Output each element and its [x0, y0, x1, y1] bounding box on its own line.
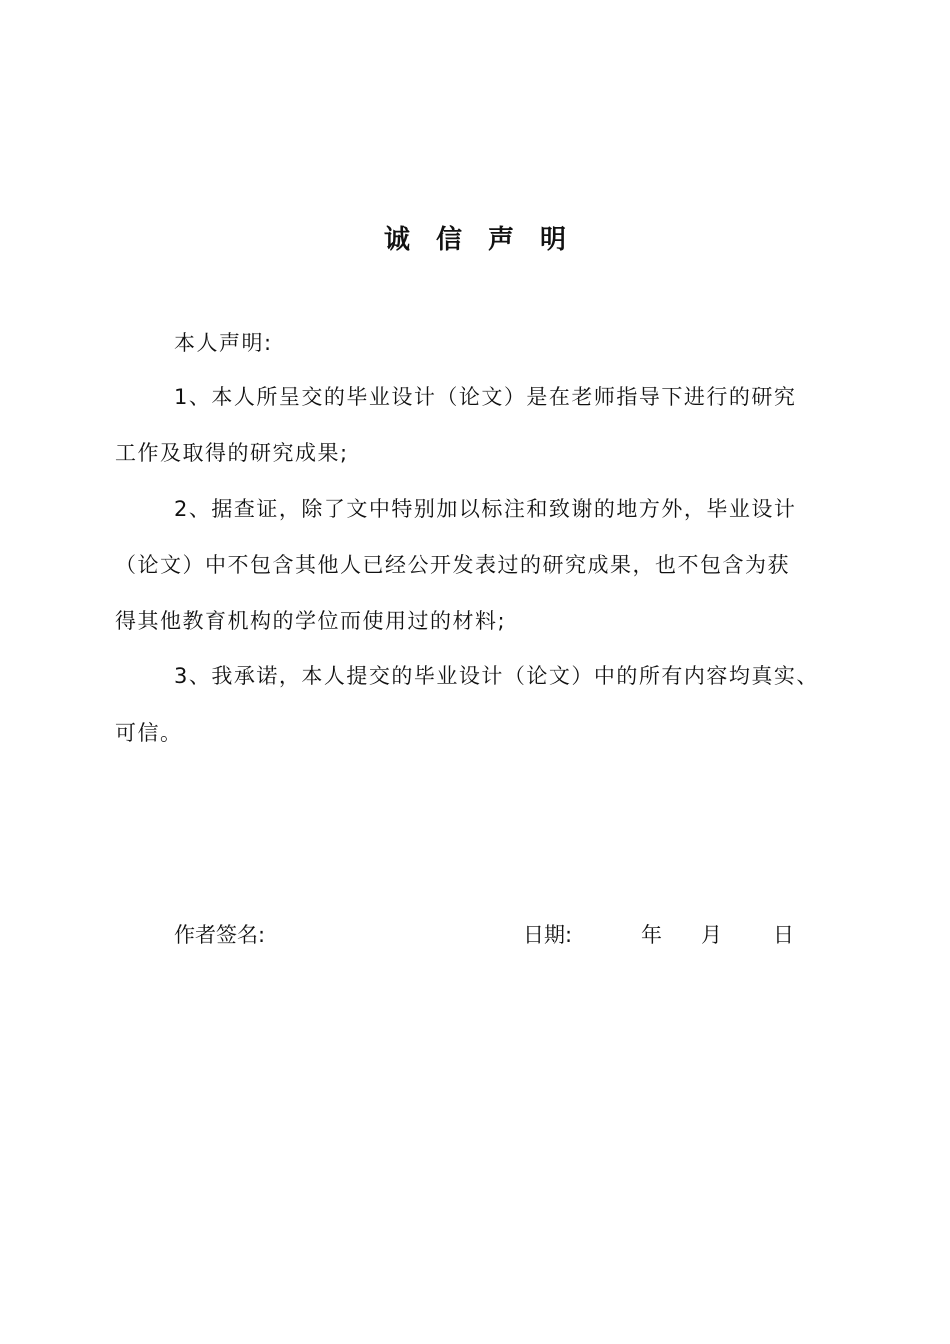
- paragraph-3-line-1: 3、我承诺，本人提交的毕业设计（论文）中的所有内容均真实、: [174, 664, 819, 688]
- year-label: 年: [641, 923, 662, 947]
- paragraph-2-line-1: 2、据查证，除了文中特别加以标注和致谢的地方外，毕业设计: [174, 497, 797, 521]
- paragraph-1-line-1: 1、本人所呈交的毕业设计（论文）是在老师指导下进行的研究: [174, 385, 797, 409]
- paragraph-1-line-2: 工作及取得的研究成果;: [115, 441, 349, 465]
- intro-text: 本人声明:: [174, 331, 273, 355]
- paragraph-2-line-3: 得其他教育机构的学位而使用过的材料;: [115, 609, 507, 633]
- date-label: 日期:: [523, 923, 573, 947]
- paragraph-3-line-2: 可信。: [115, 721, 183, 745]
- month-label: 月: [701, 923, 722, 947]
- page-title: 诚信声明: [383, 225, 592, 255]
- paragraph-2-line-2: （论文）中不包含其他人已经公开发表过的研究成果，也不包含为获: [115, 553, 790, 577]
- day-label: 日: [773, 923, 794, 947]
- author-signature-label: 作者签名:: [174, 923, 266, 947]
